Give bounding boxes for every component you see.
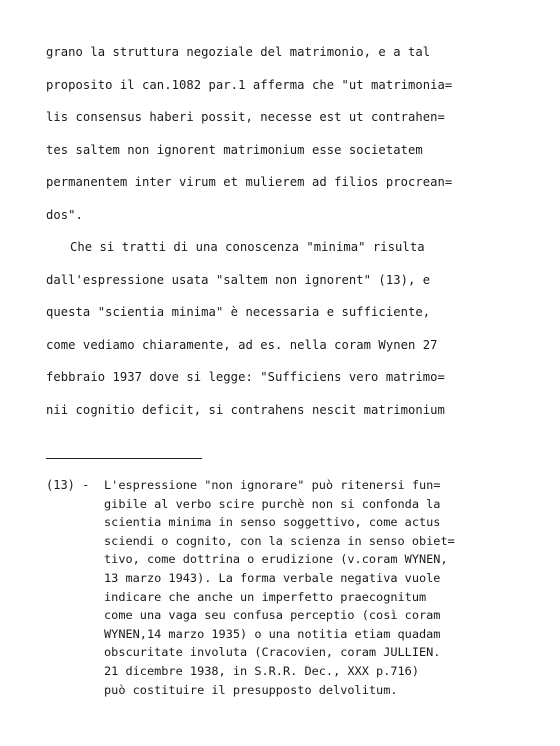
text-line: proposito il can.1082 par.1 afferma che "ut matrimonia= [46,77,453,92]
footnote-line: 13 marzo 1943). La forma verbale negativa vuole [104,570,441,585]
footnote-line: WYNEN,14 marzo 1935) o una notitia etiam quadam [104,626,441,641]
main-text [46,36,526,426]
footnote-line: sciendi o cognito, con la scienza in senso obiet= [104,533,455,548]
footnote-line: indicare che anche un imperfetto praecognitum [104,589,427,604]
footnote-marker: (13) - [46,478,90,492]
text-line: tes saltem non ignorent matrimonium esse societatem [46,142,423,157]
footnote-line: 21 dicembre 1938, in S.R.R. Dec., XXX p.716) [104,663,419,678]
footnote-line: scientia minima in senso soggettivo, come actus [104,515,441,530]
footnote-separator [46,458,202,459]
footnote-line: obscuritate involuta (Cracovien, coram JULLIEN. [104,645,441,660]
text-line: dos". [46,207,83,222]
footnote-line: tivo, come dottrina o erudizione (v.coram WYNEN, [104,552,448,567]
footnote-line: L'espressione "non ignorare" può ritenersi fun= [104,478,441,492]
text-line: febbraio 1937 dove si legge: "Sufficiens vero matrimo= [46,370,445,384]
text-line: grano la struttura negoziale del matrimonio, e a tal [46,45,431,59]
text-line: nii cognitio deficit, si contrahens nescit matrimonium [46,402,445,417]
text-line: lis consensus haberi possit, necesse est ut contrahen= [46,110,445,124]
text-line: permanentem inter virum et mulierem ad filios procrean= [46,175,453,189]
footnote-line: gibile al verbo scire purchè non si confonda la [104,496,441,511]
footnote-line: come una vaga seu confusa perceptio (così coram [104,608,441,623]
text-line: come vediamo chiaramente, ad es. nella coram Wynen 27 [46,337,438,352]
footnote-text [104,476,534,699]
footnote-line: può costituire il presupposto delvolitum. [104,682,398,697]
text-line: dall'espressione usata "saltem non ignorent" (13), e [46,272,431,287]
paragraph-start-line: Che si tratti di una conoscenza "minima" risulta [70,240,425,254]
text-line: questa "scientia minima" è necessaria e sufficiente, [46,305,431,319]
